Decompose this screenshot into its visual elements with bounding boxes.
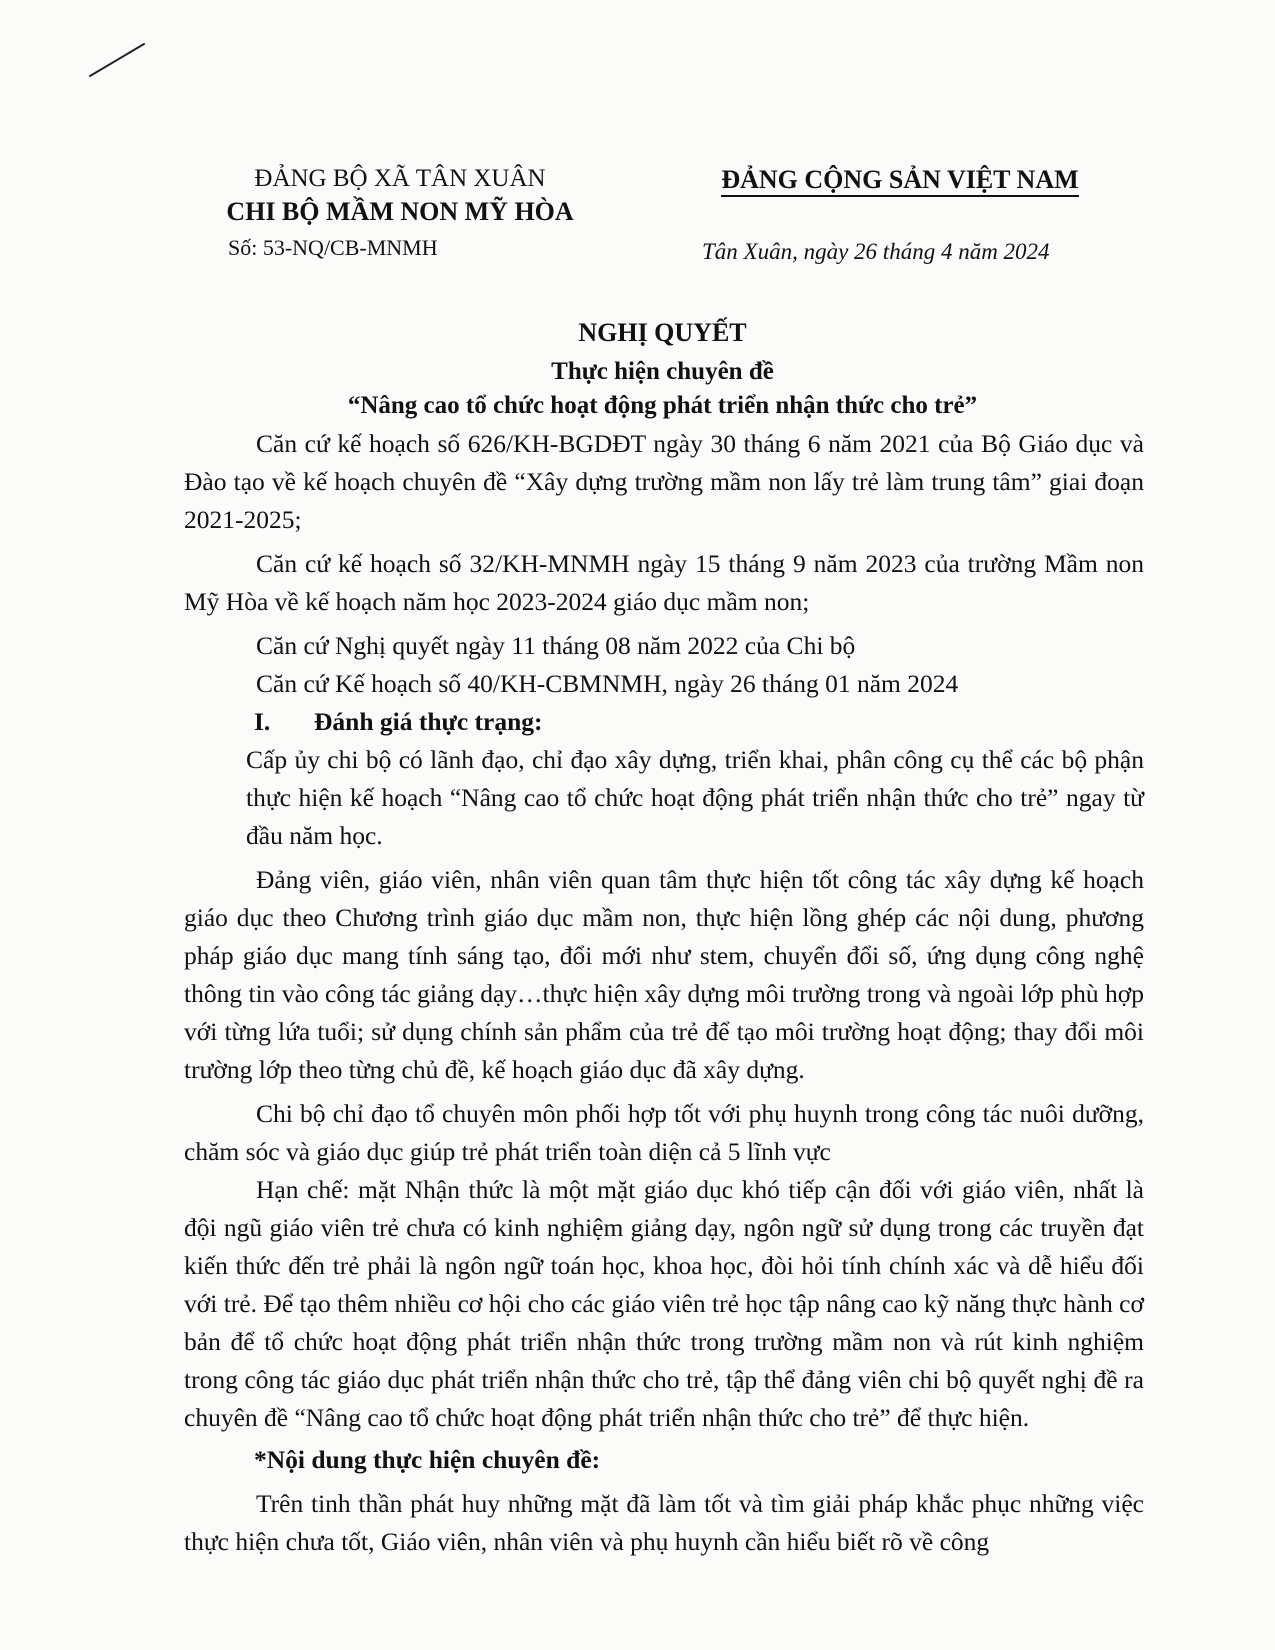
basis-paragraph: Căn cứ Nghị quyết ngày 11 tháng 08 năm 2022 của Chi bộ [256, 631, 856, 660]
issuer-block [190, 165, 610, 261]
document-body [184, 425, 1144, 1561]
body-paragraph: Trên tinh thần phát huy những mặt đã làm tốt và tìm giải pháp khắc phục những việc thực hiện chưa tốt, Giáo viên, nhân viên và phụ huynh cần hiểu biết rõ về công [184, 1489, 1144, 1556]
body-paragraph-text: Cấp ủy chi bộ có lãnh đạo, chỉ đạo xây dựng, triển khai, phân công cụ thể các bộ phận thực hiện kế hoạch “Nâng cao tổ chức hoạt động phát triển nhận thức cho trẻ” ngay từ đầu năm học. [246, 745, 1144, 850]
body-paragraph: Hạn chế: mặt Nhận thức là một mặt giáo dục khó tiếp cận đối với giáo viên, nhất là đội ngũ giáo viên trẻ chưa có kinh nghiệm giảng dạy, ngôn ngữ sử dụng trong các truyền đạt kiến thức đến trẻ phải là ngôn ngữ toán học, khoa học, đòi hỏi tính chính xác và dễ hiểu đối với trẻ. Để tạo thêm nhiều cơ hội cho các giáo viên trẻ học tập nâng cao kỹ năng thực hành cơ bản để tổ chức hoạt động phát triển nhận thức trong trường mầm non và rút kinh nghiệm trong công tác giáo dục phát triển nhận thức cho trẻ, tập thể đảng viên chi bộ quyết nghị đề ra chuyên đề “Nâng cao tổ chức hoạt động phát triển nhận thức cho trẻ” để thực hiện. [184, 1175, 1144, 1432]
section-heading [184, 703, 1144, 741]
pen-stroke-mark [88, 40, 148, 80]
party-cell-name: CHI BỘ MẦM NON MỸ HÒA [226, 197, 574, 226]
document-date: Tân Xuân, ngày 26 tháng 4 năm 2024 [702, 239, 1050, 264]
document-topic: “Nâng cao tổ chức hoạt động phát triển nhận thức cho trẻ” [347, 392, 978, 419]
body-paragraph: Chi bộ chỉ đạo tổ chuyên môn phối hợp tốt với phụ huynh trong công tác nuôi dưỡng, chăm sóc và giáo dục giúp trẻ phát triển toàn diện cả 5 lĩnh vực [184, 1099, 1144, 1166]
body-paragraph: Đảng viên, giáo viên, nhân viên quan tâm thực hiện tốt công tác xây dựng kế hoạch giáo dục theo Chương trình giáo dục mầm non, thực hiện lồng ghép các nội dung, phương pháp giáo dục mang tính sáng tạo, đổi mới như stem, chuyển đổi số, ứng dụng công nghệ thông tin vào công tác giảng dạy…thực hiện xây dựng môi trường trong và ngoài lớp phù hợp với từng lứa tuổi; sử dụng chính sản phẩm của trẻ để tạo môi trường hoạt động; thay đổi môi trường lớp theo từng chủ đề, kế hoạch giáo dục đã xây dựng. [184, 865, 1144, 1084]
document-subject: Thực hiện chuyên đề [551, 358, 774, 385]
section-number: I. [254, 707, 271, 736]
basis-paragraph: Căn cứ kế hoạch số 626/KH-BGDĐT ngày 30 tháng 6 năm 2021 của Bộ Giáo dục và Đào tạo về kế hoạch chuyên đề “Xây dựng trường mầm non lấy trẻ làm trung tâm” giai đoạn 2021-2025; [184, 429, 1144, 534]
body-paragraph [184, 741, 1144, 855]
basis-paragraph: Căn cứ kế hoạch số 32/KH-MNMH ngày 15 tháng 9 năm 2023 của trường Mầm non Mỹ Hòa về kế hoạch năm học 2023-2024 giáo dục mầm non; [184, 549, 1144, 616]
basis-paragraph: Căn cứ Kế hoạch số 40/KH-CBMNMH, ngày 26 tháng 01 năm 2024 [256, 669, 959, 698]
party-name-heading: ĐẢNG CỘNG SẢN VIỆT NAM [721, 165, 1078, 197]
subheading: *Nội dung thực hiện chuyên đề: [254, 1445, 601, 1474]
document-number: Số: 53-NQ/CB-MNMH [228, 235, 438, 260]
document-type-title: NGHỊ QUYẾT [578, 318, 747, 347]
section-title: Đánh giá thực trạng: [314, 707, 543, 736]
national-header-block [690, 165, 1110, 265]
party-committee-name: ĐẢNG BỘ XÃ TÂN XUÂN [254, 165, 546, 192]
